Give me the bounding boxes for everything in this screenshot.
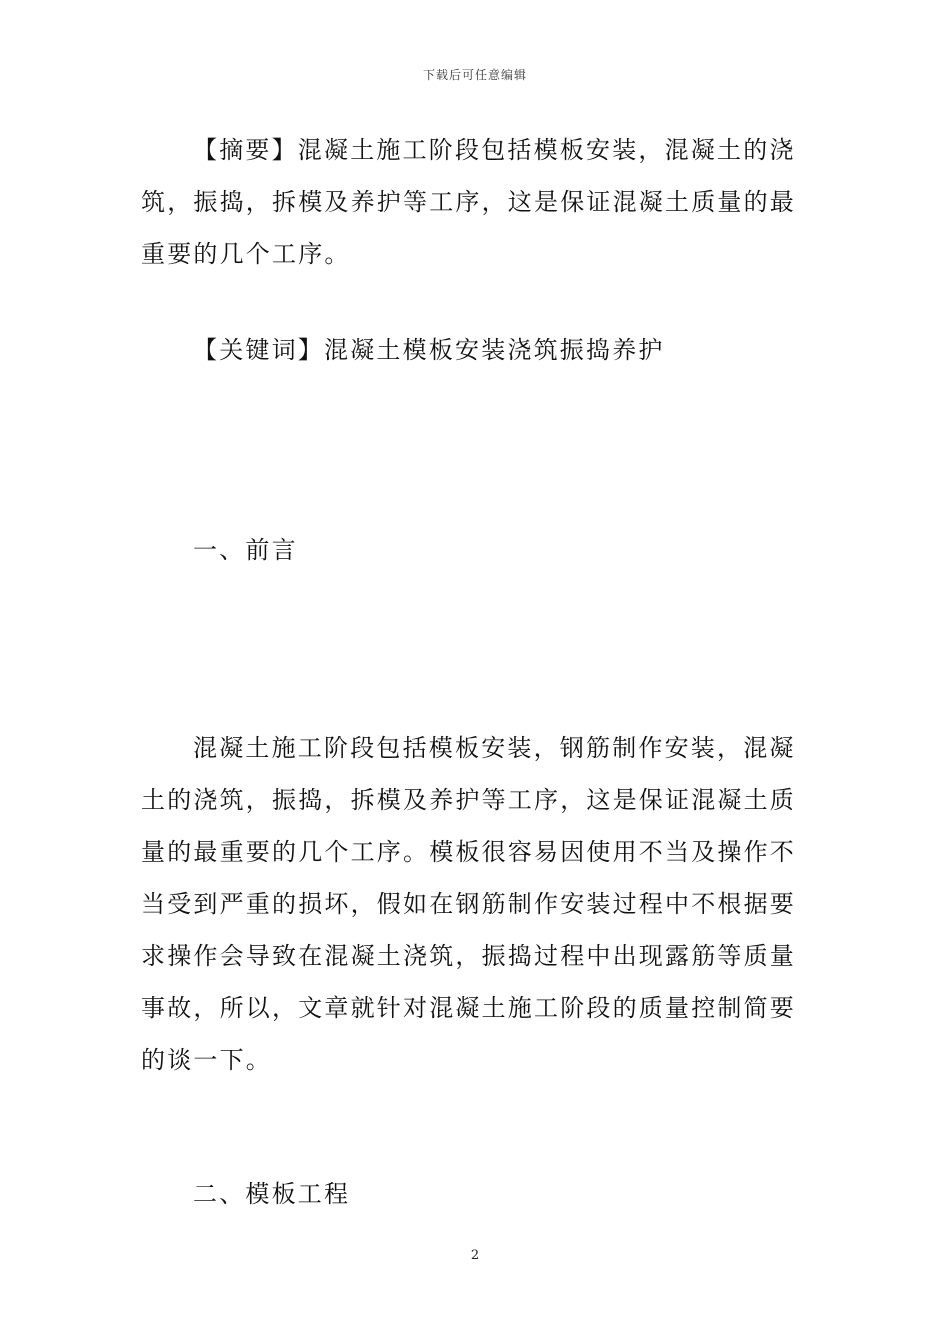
page-number: 2 (470, 1248, 480, 1263)
abstract-paragraph: 【摘要】混凝土施工阶段包括模板安装，混凝土的浇筑，振捣，拆模及养护等工序，这是保证混凝土质量的最重要的几个工序。 (141, 136, 796, 268)
keywords-line: 【关键词】混凝土模板安装浇筑振捣养护 (193, 336, 665, 364)
header-note: 下载后可任意编辑 (422, 68, 527, 82)
section-heading-preface: 一、前言 (193, 536, 298, 564)
section-heading-formwork: 二、模板工程 (193, 1180, 351, 1208)
preface-paragraph: 混凝土施工阶段包括模板安装，钢筋制作安装，混凝土的浇筑，振捣，拆模及养护等工序，这是保证混凝土质量的最重要的几个工序。模板很容易因使用不当及操作不当受到严重的损坏，假如在钢筋制作安装过程中不根据要求操作会导致在混凝土浇筑，振捣过程中出现露筋等质量事故，所以，文章就针对混凝土施工阶段的质量控制简要的谈一下。 (141, 734, 796, 1074)
